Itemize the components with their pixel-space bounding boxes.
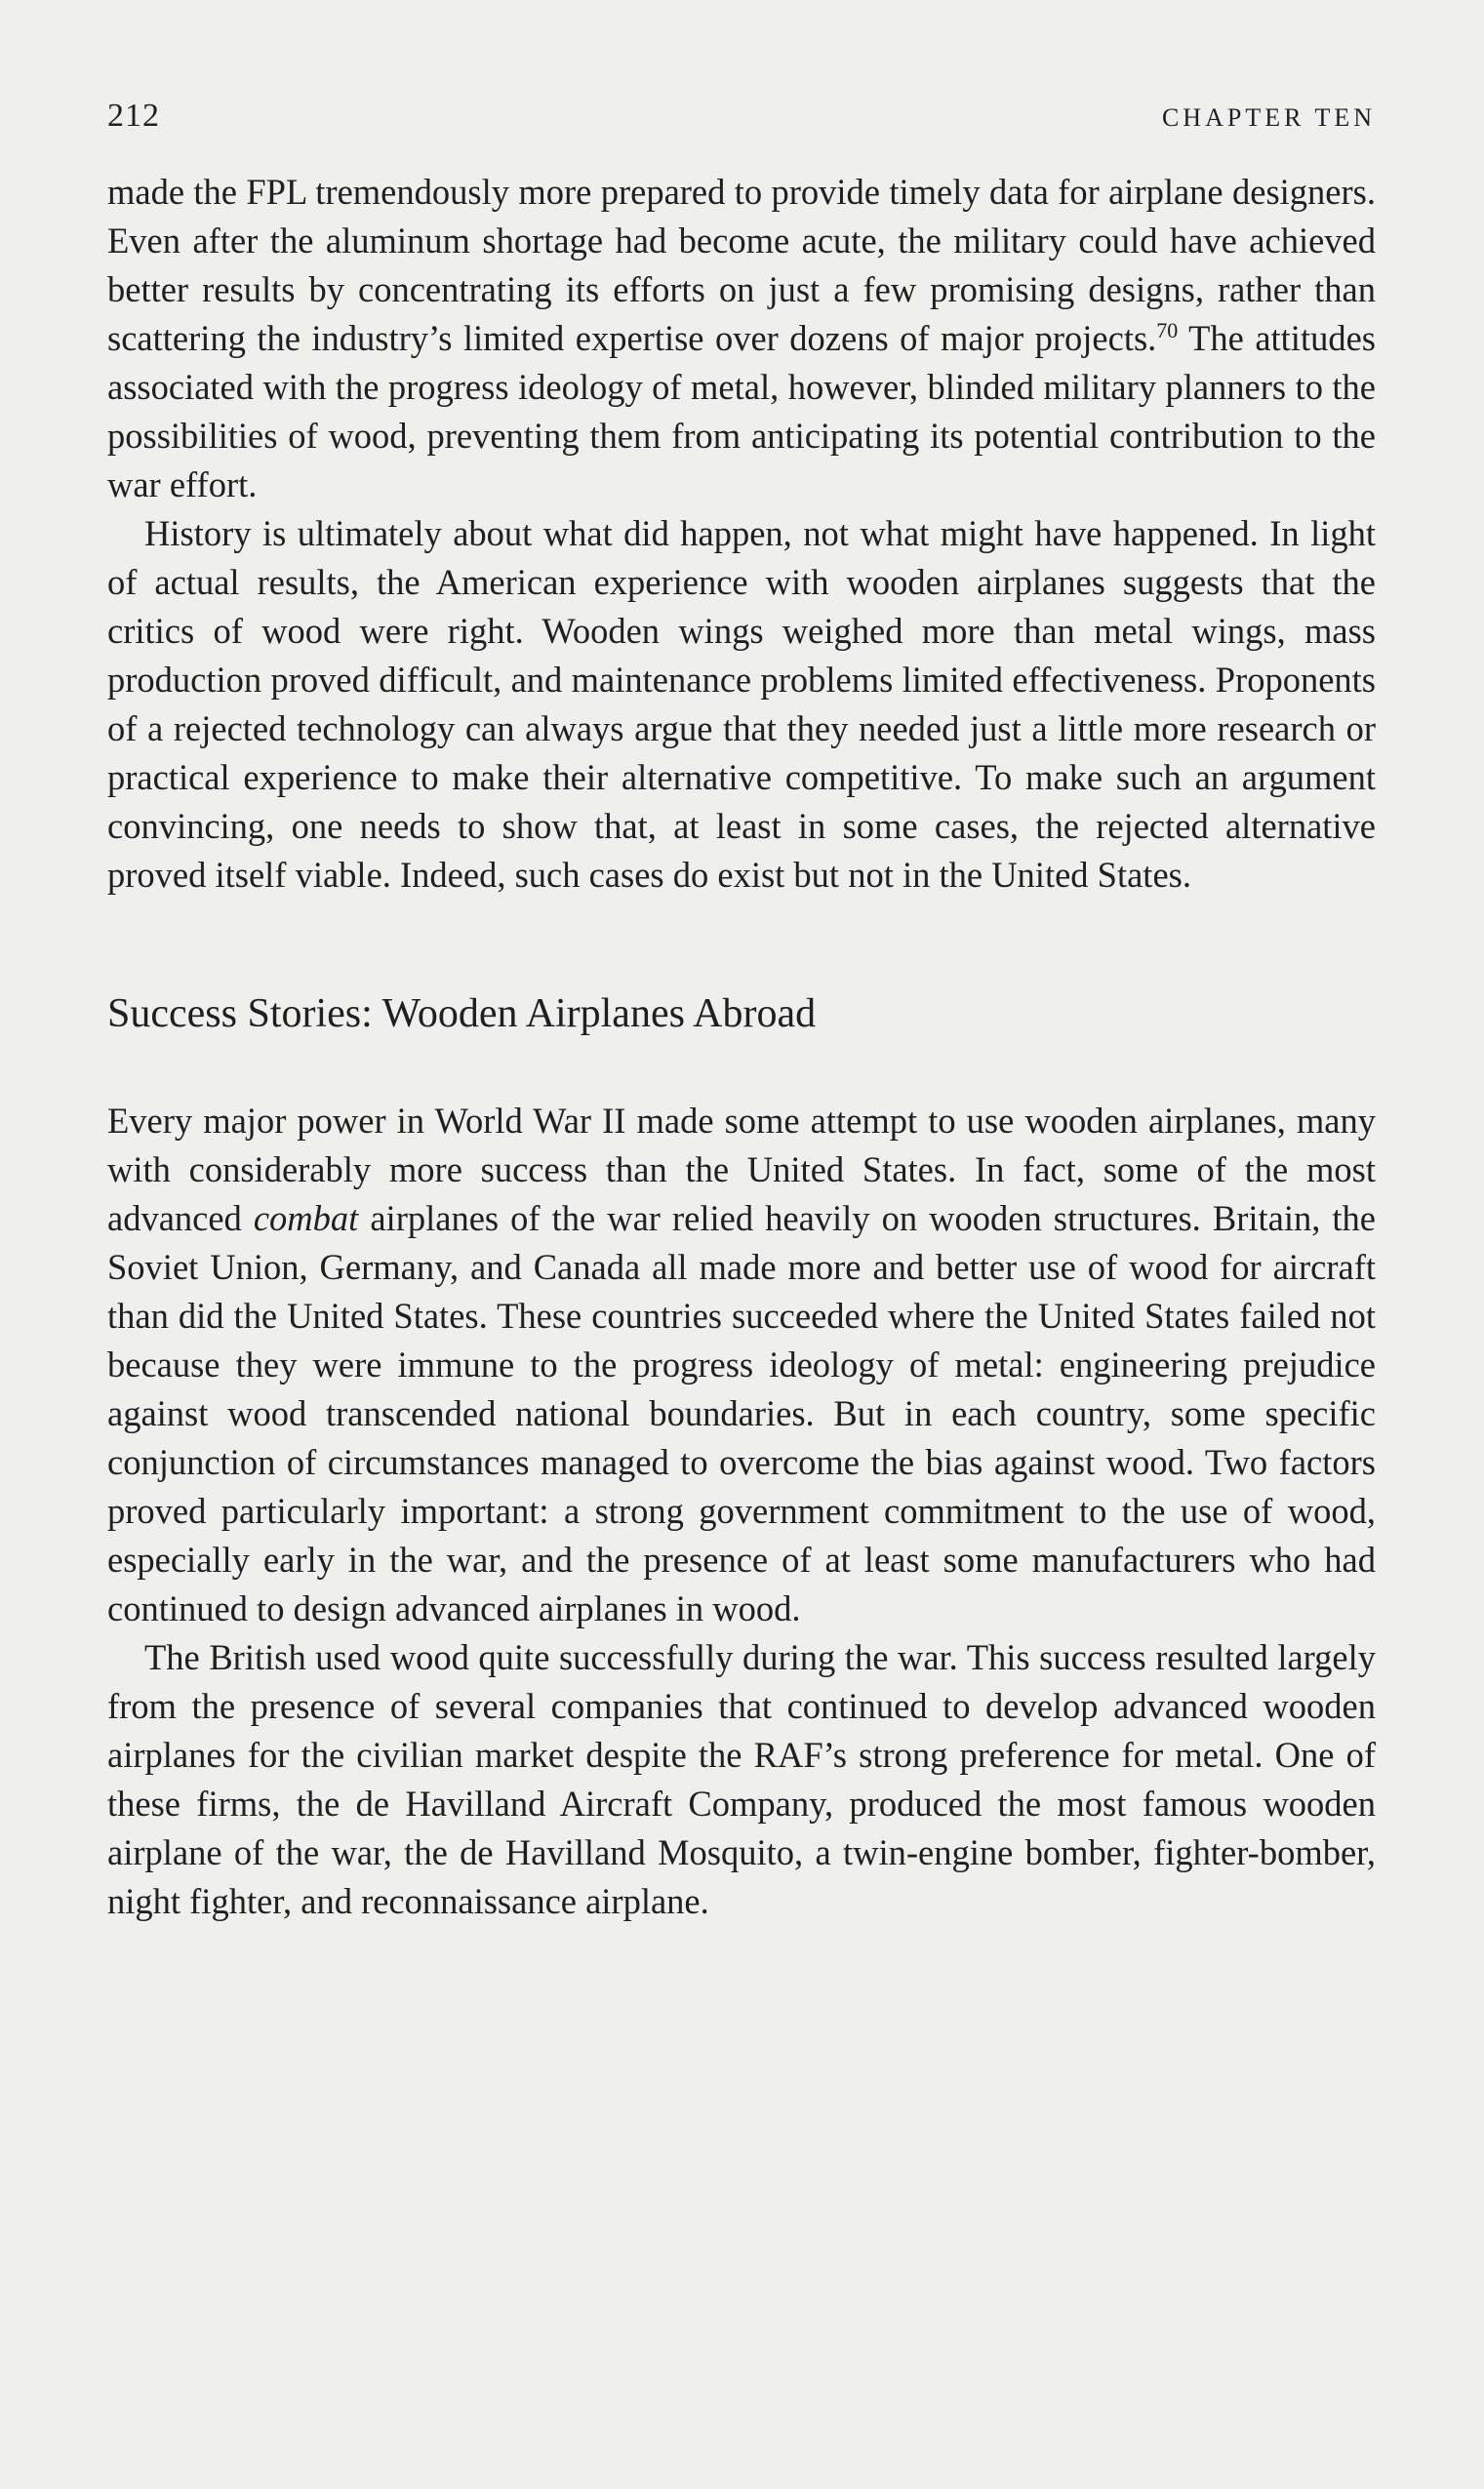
paragraph-2: History is ultimately about what did happen, not what might have happened. In light of actual results, the American experience with wooden airplanes suggests that the critics of wood were right. Wooden wings weighed more than metal wings, mass production proved difficult, and maintenance problems limited effectiveness. Proponents of a rejected technology can always argue that they needed just a little more research or practical experience to make their alternative competitive. To make such an argument convincing, one needs to show that, at least in some cases, the rejected alternative proved itself viable. Indeed, such cases do exist but not in the United States. [107, 513, 1376, 895]
paragraph-3 [107, 1097, 1376, 1633]
paragraph-3-emphasis: combat [253, 1198, 359, 1238]
book-page [107, 0, 1376, 2489]
body-text [107, 168, 1376, 1926]
page-number: 212 [107, 98, 160, 134]
paragraph-1 [107, 168, 1376, 509]
paragraph-3-text-continued: airplanes of the war relied heavily on wooden structures. Britain, the Soviet Union, Germany, and Canada all made more and better use of wood for aircraft than did the United States. These countries succeeded where the United States failed not because they were immune to the progress ideology of metal: engineering prejudice against wood transcended national boundaries. But in each country, some specific conjunction of circumstances managed to overcome the bias against wood. Two factors proved particularly important: a strong government commitment to the use of wood, especially early in the war, and the presence of at least some manufacturers who had continued to design advanced airplanes in wood. [107, 1198, 1376, 1628]
chapter-label: CHAPTER TEN [1161, 103, 1376, 132]
paragraph-1-text: made the FPL tremendously more prepared to provide timely data for airplane designers. Even after the aluminum shortage had become acute, the military could have achieved better results by concentrating its efforts on just a few promising designs, rather than scattering the industry’s limited expertise over dozens of major projects. [107, 172, 1376, 358]
running-head [107, 98, 1376, 141]
section-heading: Success Stories: Wooden Airplanes Abroad [107, 991, 817, 1036]
footnote-reference[interactable]: 70 [1156, 317, 1179, 342]
paragraph-3-text: Every major power in World War II made some attempt to use wooden airplanes, many with considerably more success than the United States. In fact, some of the most advanced [107, 1101, 1376, 1238]
paragraph-4: The British used wood quite successfully during the war. This success resulted largely from the presence of several companies that continued to develop advanced wooden airplanes for the civilian market despite the RAF’s strong preference for metal. One of these firms, the de Havilland Aircraft Company, produced the most famous wooden airplane of the war, the de Havilland Mosquito, a twin-engine bomber, fighter-bomber, night fighter, and reconnaissance airplane. [107, 1637, 1376, 1921]
paragraph-1-text-continued: The attitudes associated with the progress ideology of metal, however, blinded military planners to the possibilities of wood, preventing them from anticipating its potential contribution to the war effort. [107, 318, 1376, 504]
